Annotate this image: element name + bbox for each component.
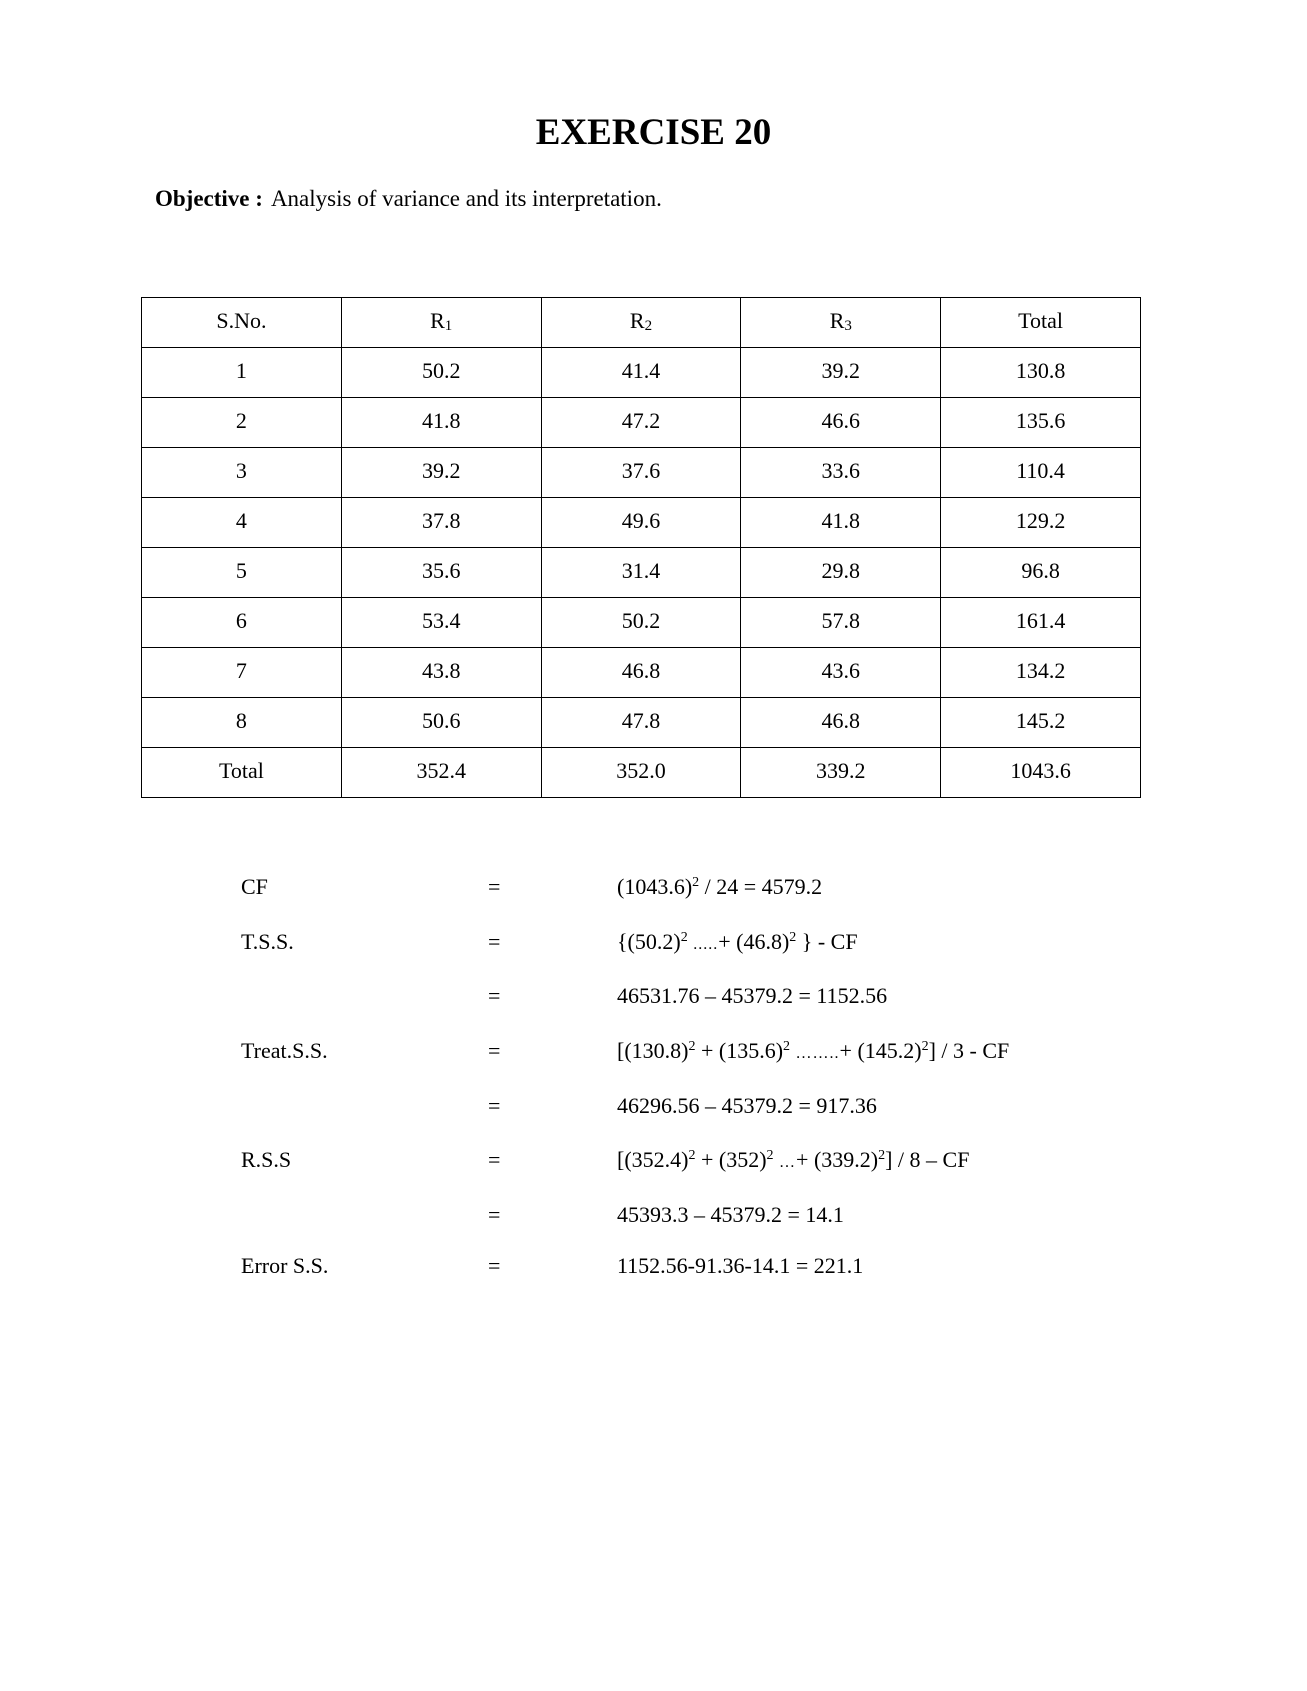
equals-sign: = <box>488 929 501 954</box>
tss-result: 46531.76 – 45379.2 = 1152.56 <box>617 983 888 1008</box>
table-row <box>142 398 1141 448</box>
table-cell: 135.6 <box>941 398 1141 448</box>
tss-expression: {$(50.2)^2$ .....+ $(46.8)^2$ } - CF <box>617 929 858 954</box>
table-cell: 129.2 <box>941 498 1141 548</box>
table-row <box>142 598 1141 648</box>
rss-label: R.S.S <box>241 1147 292 1172</box>
table-cell: 47.8 <box>541 698 741 748</box>
table-cell: 352.4 <box>341 748 541 798</box>
table-cell: 47.2 <box>541 398 741 448</box>
data-table <box>141 297 1141 798</box>
equals-sign: = <box>488 874 501 899</box>
equals-sign: = <box>488 1093 501 1118</box>
table-cell: 49.6 <box>541 498 741 548</box>
header-r2: $R_2$ <box>541 298 741 348</box>
table-cell: 2 <box>142 398 342 448</box>
table-cell: Total <box>142 748 342 798</box>
table-cell: 39.2 <box>341 448 541 498</box>
equals-sign: = <box>488 1202 501 1227</box>
table-cell: 46.6 <box>741 398 941 448</box>
treat-ss-label: Treat.S.S. <box>241 1038 328 1063</box>
table-row <box>142 648 1141 698</box>
table-cell: 1 <box>142 348 342 398</box>
table-cell: 6 <box>142 598 342 648</box>
table-cell: 134.2 <box>941 648 1141 698</box>
table-cell: 37.6 <box>541 448 741 498</box>
equals-sign: = <box>488 983 501 1008</box>
rss-expression: [$(352.4)^2 + (352)^2$ …+ $(339.2)^2] / 8$ – CF <box>617 1147 970 1172</box>
objective-label: Objective : <box>155 186 263 211</box>
table-cell: 3 <box>142 448 342 498</box>
objective-text: Analysis of variance and its interpretation. <box>270 186 662 211</box>
equals-sign: = <box>488 1147 501 1172</box>
table-cell: 4 <box>142 498 342 548</box>
objective <box>155 187 662 210</box>
cf-label: CF <box>241 874 268 899</box>
table-cell: 352.0 <box>541 748 741 798</box>
table-cell: 8 <box>142 698 342 748</box>
table-cell: 46.8 <box>541 648 741 698</box>
table-cell: 31.4 <box>541 548 741 598</box>
header-sno: S.No. <box>142 298 342 348</box>
table-cell: 43.6 <box>741 648 941 698</box>
header-total: Total <box>941 298 1141 348</box>
header-r3: $R_3$ <box>741 298 941 348</box>
table-cell: 339.2 <box>741 748 941 798</box>
table-cell: 145.2 <box>941 698 1141 748</box>
cf-expression: $(1043.6)^2 / 24 = 4579.2$ <box>617 874 823 899</box>
table-row <box>142 698 1141 748</box>
table-cell: 41.8 <box>341 398 541 448</box>
equals-sign: = <box>488 1038 501 1063</box>
table-cell: 29.8 <box>741 548 941 598</box>
treat-ss-expression: [$(130.8)^2 + (135.6)^2$ ……..+ $(145.2)^2] / 3$ - CF <box>617 1038 1010 1063</box>
table-cell: 50.2 <box>541 598 741 648</box>
table-cell: 1043.6 <box>941 748 1141 798</box>
table-cell: 5 <box>142 548 342 598</box>
table-cell: 53.4 <box>341 598 541 648</box>
table-cell: 39.2 <box>741 348 941 398</box>
table-cell: 35.6 <box>341 548 541 598</box>
table-cell: 161.4 <box>941 598 1141 648</box>
table-cell: 50.2 <box>341 348 541 398</box>
table-cell: 46.8 <box>741 698 941 748</box>
table-row <box>142 498 1141 548</box>
table-cell: 41.8 <box>741 498 941 548</box>
table-cell: 130.8 <box>941 348 1141 398</box>
table-total-row <box>142 748 1141 798</box>
table-cell: 50.6 <box>341 698 541 748</box>
table-cell: 37.8 <box>341 498 541 548</box>
error-ss-expression: 1152.56-91.36-14.1 = 221.1 <box>617 1253 864 1278</box>
table-cell: 43.8 <box>341 648 541 698</box>
error-ss-label: Error S.S. <box>241 1253 329 1278</box>
table-cell: 33.6 <box>741 448 941 498</box>
page-title: EXERCISE 20 <box>535 112 772 153</box>
table-cell: 96.8 <box>941 548 1141 598</box>
table-row <box>142 448 1141 498</box>
table-cell: 57.8 <box>741 598 941 648</box>
rss-result: 45393.3 – 45379.2 = 14.1 <box>617 1202 844 1227</box>
table-row <box>142 548 1141 598</box>
equals-sign: = <box>488 1253 501 1278</box>
table-header-row <box>142 298 1141 348</box>
table-row <box>142 348 1141 398</box>
header-r1: $R_1$ <box>341 298 541 348</box>
treat-ss-result: 46296.56 – 45379.2 = 917.36 <box>617 1093 877 1118</box>
tss-label: T.S.S. <box>241 929 294 954</box>
table-cell: 7 <box>142 648 342 698</box>
table-cell: 110.4 <box>941 448 1141 498</box>
table-cell: 41.4 <box>541 348 741 398</box>
